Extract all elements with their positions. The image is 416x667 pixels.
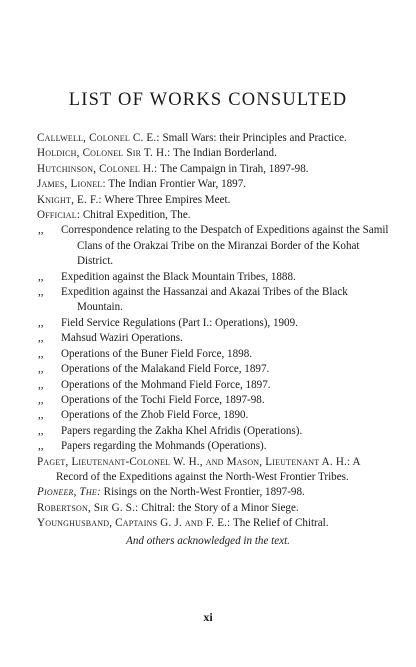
entry-author: Pioneer, The:: [37, 486, 101, 499]
page-number: xi: [203, 610, 213, 624]
ditto-mark: ,,: [38, 286, 44, 299]
official-subentry: [37, 439, 389, 454]
subentry-title: Papers regarding the Mohmands (Operations).: [61, 440, 267, 453]
entry-author: Robertson, Sir G. S.:: [37, 501, 139, 514]
entry-official: [37, 208, 389, 223]
entry-title: Small Wars: their Principles and Practice.: [159, 132, 347, 144]
ditto-mark: ,,: [38, 347, 44, 360]
entry-author: Hutchinson, Colonel H.:: [37, 162, 158, 175]
bibliography-list: [37, 131, 389, 532]
entry-younghusband: [37, 516, 389, 531]
entry-paget: [37, 455, 389, 486]
official-subentry: [37, 347, 389, 362]
ditto-mark: ,,: [38, 332, 44, 345]
official-subentry: [37, 362, 389, 377]
ditto-mark: ,,: [38, 409, 44, 422]
entry-james: [37, 177, 389, 192]
entry-title: The Campaign in Tirah, 1897-98.: [157, 162, 309, 175]
entry-title: Risings on the North-West Frontier, 1897-98.: [100, 486, 305, 499]
entry-author: Official:: [37, 209, 81, 222]
entry-title: The Indian Borderland.: [170, 147, 277, 160]
ditto-mark: ,,: [38, 224, 44, 237]
entry-title: Chitral Expedition, The.: [80, 209, 191, 222]
subentry-title: Field Service Regulations (Part I.: Operations), 1909.: [61, 316, 298, 329]
official-subentry: [37, 378, 389, 393]
subentry-title: Expedition against the Hassanzai and Akazai Tribes of the Black Mountain.: [61, 286, 348, 314]
entry-hutchinson: [37, 162, 389, 177]
subentry-title: Correspondence relating to the Despatch of Expeditions against the Samil Clans of the Orakzai Tribe on the Miranzai Border of the Kohat District.: [61, 224, 389, 268]
subentry-title: Operations of the Malakand Field Force, 1897.: [61, 363, 270, 376]
subentry-title: Papers regarding the Zakha Khel Afridis (Operations).: [61, 424, 303, 437]
official-subentry: [37, 316, 389, 331]
page-title: LIST OF WORKS CONSULTED: [68, 90, 348, 110]
official-subentry: [37, 424, 389, 439]
subentry-title: Operations of the Zhob Field Force, 1890.: [61, 409, 249, 422]
subentry-title: Operations of the Mohmand Field Force, 1897.: [61, 378, 271, 391]
ditto-mark: ,,: [38, 424, 44, 437]
entry-title: Where Three Empires Meet.: [101, 193, 231, 206]
subentry-title: Operations of the Buner Field Force, 1898.: [61, 347, 253, 360]
entry-title: A Record of the Expeditions against the North-West Frontier Tribes.: [56, 455, 360, 483]
subentry-title: Mahsud Waziri Operations.: [61, 332, 183, 345]
official-subentry: [37, 393, 389, 408]
official-subentry: [37, 331, 389, 346]
official-subentry: [37, 285, 389, 316]
entry-knight: [37, 193, 389, 208]
entry-pioneer: [37, 485, 389, 500]
entry-author: Callwell, Colonel C. E.:: [37, 132, 160, 144]
entry-title: Chitral: the Story of a Minor Siege.: [138, 501, 299, 514]
official-subentry: [37, 270, 389, 285]
ditto-mark: ,,: [38, 316, 44, 329]
entry-author: Holdich, Colonel Sir T. H.:: [37, 147, 171, 160]
subentry-title: Operations of the Tochi Field Force, 1897-98.: [61, 393, 265, 406]
official-subentry: [37, 408, 389, 423]
entry-holdich: [37, 146, 389, 161]
entry-author: Younghusband, Captains G. J. and F. E.:: [37, 517, 231, 530]
entry-author: Paget, Lieutenant-Colonel W. H., and Mason, Lieutenant A. H.:: [37, 455, 351, 468]
entry-title: The Indian Frontier War, 1897.: [105, 178, 247, 191]
ditto-mark: ,,: [38, 270, 44, 283]
entry-author: James, Lionel:: [37, 178, 106, 191]
ditto-mark: ,,: [38, 363, 44, 376]
ditto-mark: ,,: [38, 393, 44, 406]
entry-robertson: [37, 501, 389, 516]
official-subentry: [37, 223, 389, 269]
ditto-mark: ,,: [38, 378, 44, 391]
entry-title: The Relief of Chitral.: [230, 517, 329, 530]
ditto-mark: ,,: [38, 440, 44, 453]
subentry-title: Expedition against the Black Mountain Tribes, 1888.: [61, 270, 296, 283]
entry-callwell: [37, 131, 389, 146]
entry-author: Knight, E. F.:: [37, 193, 102, 206]
footer-note: And others acknowledged in the text.: [126, 535, 290, 547]
